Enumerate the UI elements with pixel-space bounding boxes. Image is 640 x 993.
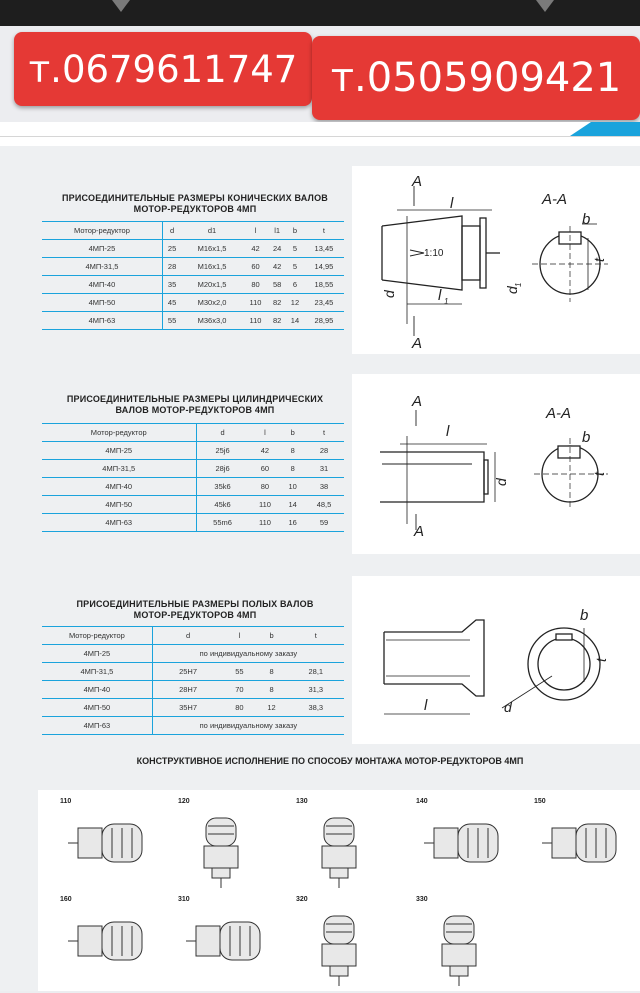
table-cell: 23,45 [304,294,344,312]
cylindrical-shaft-diagram [352,374,640,554]
table-row [42,442,344,460]
table-cell: 14,95 [304,258,344,276]
motor-reducer-drawing [424,812,514,877]
divider [0,136,640,137]
table-cell: 80 [249,478,282,496]
table-cell: 55m6 [196,514,249,532]
table-cell: 35 [162,276,181,294]
table-row [42,276,344,294]
table-cell: 70 [223,681,255,699]
table-cell: 4МП-25 [42,645,152,663]
mounting-code: 110 [60,798,72,805]
table-cell: 38 [304,478,344,496]
section-label: A-A [542,191,568,208]
table-cell: 12 [286,294,304,312]
table-cell: 60 [243,258,269,276]
hollow-table [42,626,344,735]
column-header: l [243,222,269,240]
table-cell: 14 [286,312,304,330]
table-row [42,460,344,478]
table-cell: 45k6 [196,496,249,514]
table-cell: 5 [286,258,304,276]
dim-d: d [381,290,397,298]
dim-b: b [580,607,589,624]
cylindrical-title [40,394,350,416]
table-cell: 12 [255,699,287,717]
column-header: l [249,424,282,442]
table-cell: 42 [243,240,269,258]
table-cell: 4МП-50 [42,496,196,514]
table-cell: 28,95 [304,312,344,330]
table-cell: 110 [243,312,269,330]
table-cell: 25H7 [152,663,223,681]
dim-d: d [493,478,509,486]
hollow-title [40,599,350,621]
table-cell: 4МП-63 [42,717,152,735]
table-cell: М36х3,0 [181,312,242,330]
section-mark: A [414,523,425,540]
motor-reducer-drawing [68,812,158,877]
table-cell: 13,45 [304,240,344,258]
table-cell: 28,1 [288,663,344,681]
table-cell: 110 [243,294,269,312]
table-cell: 6 [286,276,304,294]
column-header: Мотор-редуктор [42,424,196,442]
column-header: b [286,222,304,240]
mounting-code: 310 [178,896,190,903]
table-row [42,663,344,681]
table-cell: 14 [281,496,304,514]
cylindrical-table [42,423,344,532]
table-row [42,681,344,699]
phone-badge-right[interactable]: т.0505909421 [312,36,640,120]
table-row [42,258,344,276]
table-row [42,294,344,312]
dim-t: t [591,258,607,262]
table-row [42,717,344,735]
dim-l1-sub: 1 [444,297,449,306]
table-cell: 80 [223,699,255,717]
table-cell: 110 [249,496,282,514]
table-cell: 80 [243,276,269,294]
table-row [42,478,344,496]
table-cell: 4МП-63 [42,514,196,532]
dim-t: t [591,472,607,476]
table-header-row [42,627,344,645]
table-cell: 82 [268,294,286,312]
table-header-row [42,424,344,442]
section-mark: A [412,335,423,352]
conical-title [40,193,350,215]
column-header: Мотор-редуктор [42,627,152,645]
table-cell: 31,3 [288,681,344,699]
column-header: b [281,424,304,442]
table-header-row [42,222,344,240]
motor-reducer-drawing [304,910,374,993]
column-header: l [223,627,255,645]
mounting-code: 130 [296,798,308,805]
table-cell: 8 [255,681,287,699]
mounting-code: 160 [60,896,72,903]
table-cell: 28H7 [152,681,223,699]
table-cell: 16 [281,514,304,532]
table-cell: 45 [162,294,181,312]
mounting-code: 120 [178,798,190,805]
table-cell: 4МП-31,5 [42,663,152,681]
table-row [42,240,344,258]
mounting-code: 140 [416,798,428,805]
table-row [42,699,344,717]
dim-t: t [593,658,609,662]
table-cell: 38,3 [288,699,344,717]
motor-reducer-drawing [424,910,494,993]
table-cell: 28j6 [196,460,249,478]
table-cell: 25j6 [196,442,249,460]
motor-reducer-drawing [304,812,374,895]
table-cell: 4МП-25 [42,442,196,460]
title-line: ПРИСОЕДИНИТЕЛЬНЫЕ РАЗМЕРЫ ПОЛЫХ ВАЛОВ [76,599,314,609]
section-mark: A [412,173,423,190]
table-cell: 28 [162,258,181,276]
dim-l: l [450,195,454,212]
table-cell: по индивидуальному заказу [152,717,344,735]
title-line: ВАЛОВ МОТОР-РЕДУКТОРОВ 4МП [115,405,275,415]
table-row [42,514,344,532]
table-cell: М16х1,5 [181,258,242,276]
title-line: МОТОР-РЕДУКТОРОВ 4МП [133,610,257,620]
dim-d1: d [504,286,520,294]
table-cell: 4МП-40 [42,276,162,294]
table-cell: 4МП-50 [42,294,162,312]
table-cell: 55 [162,312,181,330]
column-header: d [196,424,249,442]
table-cell: 4МП-40 [42,478,196,496]
blue-accent [570,122,640,136]
table-cell: 18,55 [304,276,344,294]
dim-l1: l [438,287,442,304]
motor-reducer-drawing [68,910,158,975]
table-cell: 4МП-40 [42,681,152,699]
title-line: МОТОР-РЕДУКТОРОВ 4МП [133,204,257,214]
column-header: d [152,627,223,645]
mounting-code: 330 [416,896,428,903]
motor-reducer-drawing [186,910,276,975]
table-cell: 10 [281,478,304,496]
hollow-shaft-diagram [352,576,640,744]
table-cell: М20х1,5 [181,276,242,294]
table-cell: 4МП-31,5 [42,460,196,478]
table-cell: 8 [281,460,304,478]
mounting-code: 320 [296,896,308,903]
table-cell: 60 [249,460,282,478]
table-cell: 110 [249,514,282,532]
conical-shaft-diagram [352,166,640,354]
dim-b: b [582,429,591,446]
mounting-panel [38,790,640,991]
table-cell: 55 [223,663,255,681]
dim-b: b [582,211,591,228]
table-cell: 4МП-63 [42,312,162,330]
table-cell: 35k6 [196,478,249,496]
table-cell: М30х2,0 [181,294,242,312]
table-cell: 8 [255,663,287,681]
table-cell: 35H7 [152,699,223,717]
column-header: Мотор-редуктор [42,222,162,240]
header-band [0,122,640,146]
table-cell: 48,5 [304,496,344,514]
table-cell: по индивидуальному заказу [152,645,344,663]
table-cell: 25 [162,240,181,258]
column-header: t [304,424,344,442]
status-indicator [112,0,130,12]
table-cell: 5 [286,240,304,258]
table-cell: М16х1,5 [181,240,242,258]
table-cell: 4МП-25 [42,240,162,258]
table-cell: 82 [268,312,286,330]
column-header: d [162,222,181,240]
conical-table [42,221,344,330]
title-line: ПРИСОЕДИНИТЕЛЬНЫЕ РАЗМЕРЫ КОНИЧЕСКИХ ВАЛОВ [62,193,328,203]
table-cell: 8 [281,442,304,460]
status-indicator [536,0,554,12]
taper-ratio: 1:10 [424,248,444,259]
table-row [42,496,344,514]
dim-l: l [446,423,450,440]
dim-d1-sub: 1 [514,282,523,287]
mounting-code: 150 [534,798,546,805]
status-bar [0,0,640,26]
table-cell: 42 [268,258,286,276]
section-mark: A [412,393,423,410]
mounting-title: КОНСТРУКТИВНОЕ ИСПОЛНЕНИЕ ПО СПОСОБУ МОНТАЖА МОТОР-РЕДУКТОРОВ 4МП [136,756,524,766]
title-line: ПРИСОЕДИНИТЕЛЬНЫЕ РАЗМЕРЫ ЦИЛИНДРИЧЕСКИХ [66,394,324,404]
column-header: d1 [181,222,242,240]
table-cell: 59 [304,514,344,532]
section-label: A-A [546,405,572,422]
table-cell: 24 [268,240,286,258]
dim-d: d [504,699,512,715]
column-header: t [288,627,344,645]
table-row [42,645,344,663]
dim-l: l [424,697,428,714]
table-cell: 42 [249,442,282,460]
table-cell: 31 [304,460,344,478]
column-header: l1 [268,222,286,240]
phone-badge-left[interactable]: т.0679611747 [14,32,312,106]
table-cell: 58 [268,276,286,294]
table-cell: 4МП-31,5 [42,258,162,276]
motor-reducer-drawing [542,812,632,877]
table-row [42,312,344,330]
table-cell: 28 [304,442,344,460]
table-cell: 4МП-50 [42,699,152,717]
column-header: t [304,222,344,240]
motor-reducer-drawing [186,812,256,895]
column-header: b [255,627,287,645]
